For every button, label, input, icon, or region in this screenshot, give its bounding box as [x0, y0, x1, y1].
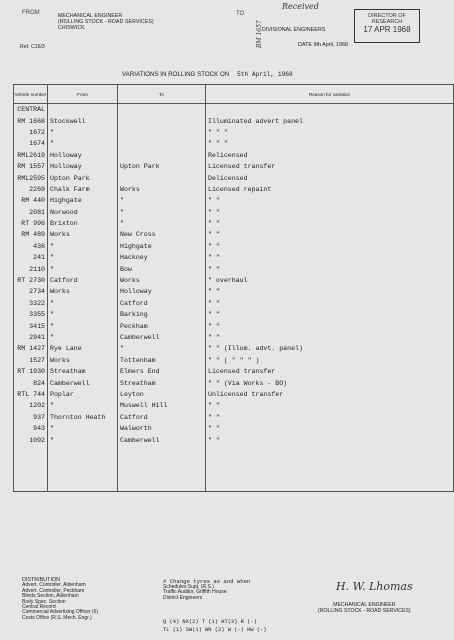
cell-reason: Unlicensed transfer [206, 389, 454, 400]
cell-reason: " " " [206, 127, 454, 138]
table-row [14, 446, 454, 457]
distribution-item: Commercial Advertising Officer (6) [22, 609, 99, 616]
cell-from: " [48, 138, 118, 149]
cell-from: Camberwell [48, 377, 118, 388]
cell-from: Poplar [48, 389, 118, 400]
table-row [14, 115, 454, 126]
cell-to [118, 172, 206, 183]
cell-to [118, 480, 206, 492]
distribution-item: Traffic Auditor, Griffith House [163, 589, 227, 596]
cell-from: Thornton Heath [48, 412, 118, 423]
cell-to: Catford [118, 298, 206, 309]
cell-from: Stockwell [48, 115, 118, 126]
cell-vehicle: 1674 [14, 138, 48, 149]
table-row [14, 412, 454, 423]
table-row [14, 207, 454, 218]
cell-reason: " " " [206, 138, 454, 149]
cell-reason: " overhaul [206, 275, 454, 286]
cell-to: " [118, 218, 206, 229]
column-header-vehicle: Vehicle number [14, 85, 48, 104]
table-row [14, 320, 454, 331]
distribution-item: Central Record [22, 604, 56, 611]
cell-vehicle: 2269 [14, 184, 48, 195]
cell-to: Elmers End [118, 366, 206, 377]
distribution-item: District Engineers [163, 594, 203, 601]
cell-to: Streatham [118, 377, 206, 388]
cell-to [118, 446, 206, 457]
table-row [14, 104, 454, 116]
table-row [14, 218, 454, 229]
table-row [14, 400, 454, 411]
cell-vehicle: CENTRAL [14, 104, 48, 116]
cell-reason [206, 104, 454, 116]
footnote: # Change tyres as and when [163, 578, 251, 585]
table-row [14, 298, 454, 309]
cell-from: Highgate [48, 195, 118, 206]
stamp-line: DIRECTOR OF [368, 13, 406, 19]
cell-vehicle: 241 [14, 252, 48, 263]
cell-reason: " " ( " " " ) [206, 355, 454, 366]
cell-from: " [48, 263, 118, 274]
cell-to: " [118, 207, 206, 218]
signatory-line: MECHANICAL ENGINEER [333, 602, 396, 608]
to-label: TO [236, 11, 245, 17]
cell-to: Hackney [118, 252, 206, 263]
cell-from: Holloway [48, 161, 118, 172]
cell-reason: Relicensed [206, 150, 454, 161]
table-row [14, 161, 454, 172]
cell-from: " [48, 298, 118, 309]
cell-from: " [48, 320, 118, 331]
cell-from [48, 480, 118, 492]
cell-vehicle: 1202 [14, 400, 48, 411]
cell-reason: " " [206, 195, 454, 206]
cell-reason: " " [206, 423, 454, 434]
table-header-row [14, 85, 454, 104]
cell-from: Catford [48, 275, 118, 286]
table-row [14, 286, 454, 297]
document-title [122, 71, 293, 78]
cell-to [118, 150, 206, 161]
cell-from: " [48, 332, 118, 343]
cell-reason: " " [206, 218, 454, 229]
cell-reason: " " [206, 412, 454, 423]
cell-reason: " " [206, 286, 454, 297]
cell-to: Camberwell [118, 332, 206, 343]
table-row [14, 366, 454, 377]
cell-to: Upton Park [118, 161, 206, 172]
table-row [14, 377, 454, 388]
from-label: FROM [22, 10, 40, 16]
cell-from [48, 446, 118, 457]
cell-to: Works [118, 275, 206, 286]
reference: Ref. C16/3 [20, 44, 45, 50]
cell-from [48, 104, 118, 116]
cell-reason [206, 469, 454, 480]
cell-from [48, 469, 118, 480]
cell-reason: " " [206, 400, 454, 411]
cell-from: " [48, 434, 118, 445]
table-row [14, 150, 454, 161]
table-row [14, 309, 454, 320]
table-row [14, 138, 454, 149]
cell-from: Works [48, 229, 118, 240]
table-row [14, 241, 454, 252]
code-line: Q (4) NX(2) T (1) HT(3) R (-) [163, 619, 257, 625]
cell-vehicle [14, 480, 48, 492]
cell-to: Tottenham [118, 355, 206, 366]
cell-from: " [48, 309, 118, 320]
from-address [58, 13, 154, 32]
cell-vehicle: RT 996 [14, 218, 48, 229]
cell-to: Camberwell [118, 434, 206, 445]
cell-vehicle: RML2595 [14, 172, 48, 183]
cell-to: Catford [118, 412, 206, 423]
cell-from: " [48, 127, 118, 138]
column-header-reason: Reason for variation [206, 85, 454, 104]
table-body [14, 104, 454, 492]
cell-reason [206, 446, 454, 457]
signatory-line: (ROLLING STOCK - ROAD SERVICES) [318, 608, 411, 614]
table-row [14, 343, 454, 354]
distribution-item: Body Spec. Section [22, 598, 66, 605]
column-header-to: To [118, 85, 206, 104]
cell-to: Barking [118, 309, 206, 320]
cell-reason: Licensed repaint [206, 184, 454, 195]
title-text: VARIATIONS IN ROLLING STOCK ON [122, 71, 230, 78]
cell-reason: " " [206, 252, 454, 263]
cell-reason: " " [206, 320, 454, 331]
cell-reason: " " [206, 263, 454, 274]
cell-to: " [118, 343, 206, 354]
side-handwriting: BM 1657 [256, 20, 263, 48]
cell-to [118, 127, 206, 138]
cell-from: " [48, 400, 118, 411]
cell-vehicle: 2081 [14, 207, 48, 218]
cell-reason: " " [206, 298, 454, 309]
table-row [14, 252, 454, 263]
cell-vehicle: RTL 744 [14, 389, 48, 400]
cell-vehicle: 3415 [14, 320, 48, 331]
cell-to [118, 115, 206, 126]
cell-reason: Licensed transfer [206, 366, 454, 377]
cell-vehicle [14, 469, 48, 480]
distribution-list-2 [163, 585, 227, 601]
cell-vehicle: 1092 [14, 434, 48, 445]
cell-to: Walworth [118, 423, 206, 434]
table-row [14, 263, 454, 274]
cell-from: " [48, 252, 118, 263]
code-line: TL (1) SW(1) WN (2) W (-) HW (-) [163, 627, 267, 633]
cell-vehicle: RM 489 [14, 229, 48, 240]
cell-reason: " " [206, 434, 454, 445]
cell-to: Leyton [118, 389, 206, 400]
cell-to [118, 457, 206, 468]
table-row [14, 389, 454, 400]
cell-from: " [48, 423, 118, 434]
cell-vehicle: 3355 [14, 309, 48, 320]
from-line: CHISWICK [58, 25, 85, 32]
column-header-from: From [48, 85, 118, 104]
table-row [14, 355, 454, 366]
cell-from: Brixton [48, 218, 118, 229]
cell-to [118, 104, 206, 116]
handwriting-top: Received [282, 2, 319, 11]
cell-vehicle: RML2619 [14, 150, 48, 161]
table-row [14, 195, 454, 206]
cell-vehicle: 1672 [14, 127, 48, 138]
cell-from: Upton Park [48, 172, 118, 183]
cell-from: Rye Lane [48, 343, 118, 354]
cell-from: Works [48, 286, 118, 297]
cell-vehicle: RM 1557 [14, 161, 48, 172]
received-stamp [354, 9, 420, 43]
cell-vehicle: 824 [14, 377, 48, 388]
cell-vehicle: RT 2730 [14, 275, 48, 286]
cell-vehicle: RM 1668 [14, 115, 48, 126]
cell-vehicle: RT 1930 [14, 366, 48, 377]
cell-vehicle: 1527 [14, 355, 48, 366]
cell-vehicle: 2110 [14, 263, 48, 274]
cell-reason [206, 480, 454, 492]
cell-to: Highgate [118, 241, 206, 252]
table-row [14, 275, 454, 286]
cell-from: Streatham [48, 366, 118, 377]
cell-vehicle: 2941 [14, 332, 48, 343]
title-date: 5th April, 1968 [237, 71, 293, 78]
cell-from: Chalk Farm [48, 184, 118, 195]
from-line: (ROLLING STOCK - ROAD SERVICES) [58, 19, 154, 26]
cell-reason: Delicensed [206, 172, 454, 183]
cell-vehicle: 3322 [14, 298, 48, 309]
cell-vehicle: 937 [14, 412, 48, 423]
cell-to [118, 138, 206, 149]
cell-reason: " " (Illum. advt. panel) [206, 343, 454, 354]
distribution-item: Costs Office (R.S. Mech. Engr.) [22, 614, 92, 621]
cell-reason: " " [206, 229, 454, 240]
distribution-item: Advert. Controller, Aldenham [22, 582, 86, 589]
cell-from: " [48, 241, 118, 252]
distribution-item: Advert. Controller, Peckham [22, 587, 85, 594]
cell-vehicle: 436 [14, 241, 48, 252]
cell-to: New Cross [118, 229, 206, 240]
stamp-date: 17 APR 1968 [363, 25, 411, 34]
table-row [14, 332, 454, 343]
distribution-item: Blinds Section, Aldenham [22, 593, 79, 600]
table-row [14, 229, 454, 240]
cell-vehicle: RM 440 [14, 195, 48, 206]
cell-to: " [118, 195, 206, 206]
cell-vehicle: 943 [14, 423, 48, 434]
cell-vehicle: 2734 [14, 286, 48, 297]
memo-date: DATE 9th April, 1968 [298, 42, 348, 48]
cell-from [48, 457, 118, 468]
table-row [14, 457, 454, 468]
cell-reason: Licensed transfer [206, 161, 454, 172]
table-row [14, 172, 454, 183]
table-row [14, 434, 454, 445]
cell-reason: " " [206, 241, 454, 252]
signature: H. W. Lhomas [336, 580, 413, 593]
copy-codes [163, 618, 267, 634]
cell-vehicle [14, 457, 48, 468]
distribution-item: Schedules Supt. (R.S.) [163, 584, 214, 590]
cell-from: Works [48, 355, 118, 366]
cell-to: Holloway [118, 286, 206, 297]
distribution-list [22, 578, 98, 621]
cell-reason: " " [206, 207, 454, 218]
stamp-line: RESEARCH [371, 19, 403, 25]
signatory-title [318, 602, 411, 614]
table-row [14, 480, 454, 492]
table-row [14, 469, 454, 480]
table-row [14, 423, 454, 434]
cell-to: Peckham [118, 320, 206, 331]
table-row [14, 184, 454, 195]
variations-table [13, 84, 454, 492]
cell-to: Bow [118, 263, 206, 274]
cell-reason: Illuminated advert panel [206, 115, 454, 126]
distribution-title: DISTRIBUTION [22, 577, 61, 583]
cell-vehicle [14, 446, 48, 457]
cell-reason: " " (Via Works - BO) [206, 377, 454, 388]
from-line: MECHANICAL ENGINEER [58, 13, 123, 19]
cell-to [118, 469, 206, 480]
to-addressee: DIVISIONAL ENGINEERS [262, 27, 326, 33]
cell-to: Works [118, 184, 206, 195]
cell-reason: " " [206, 309, 454, 320]
cell-from: Norwood [48, 207, 118, 218]
cell-vehicle: RM 1427 [14, 343, 48, 354]
table-row [14, 127, 454, 138]
cell-reason [206, 457, 454, 468]
cell-from: Holloway [48, 150, 118, 161]
cell-to: Muswell Hill [118, 400, 206, 411]
cell-reason: " " [206, 332, 454, 343]
